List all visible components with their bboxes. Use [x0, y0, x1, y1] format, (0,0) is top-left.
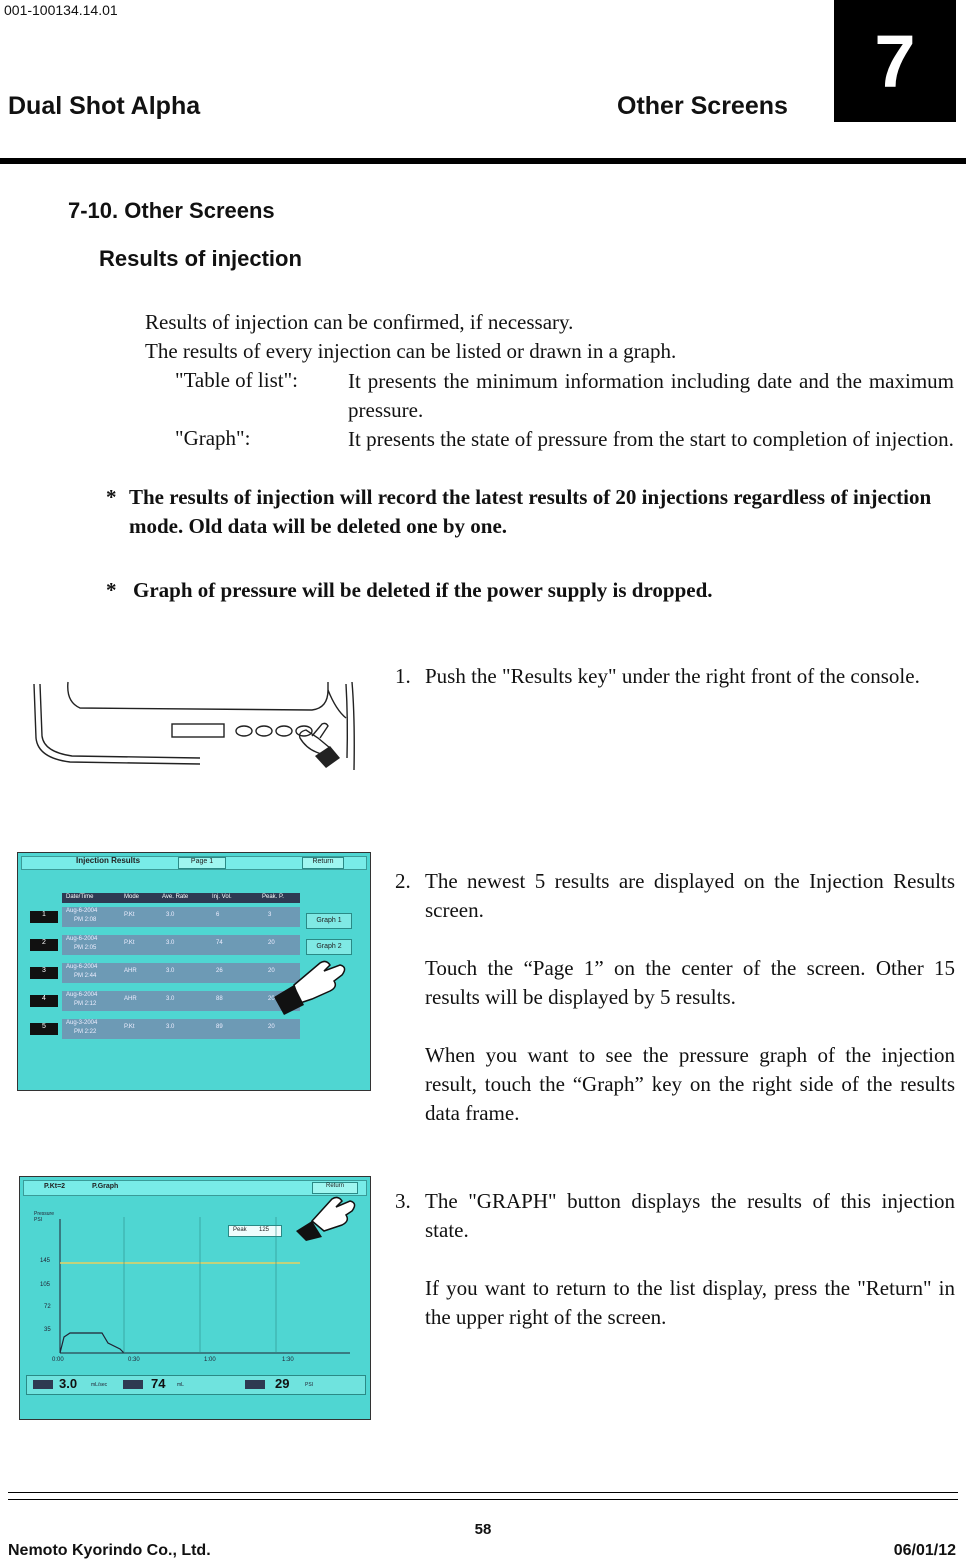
intro-line-1: Results of injection can be confirmed, if necessary.	[145, 310, 574, 334]
header-divider	[0, 158, 966, 164]
cell-mode: P.Kt	[124, 940, 135, 946]
cell-peak: 20	[268, 968, 275, 974]
cell-date: Aug-6-2004	[66, 992, 98, 998]
column-header: Ave. Rate	[162, 894, 189, 900]
step-number: 3.	[395, 1189, 411, 1213]
volume-value: 74	[151, 1376, 166, 1391]
cell-date: Aug-6-2004	[66, 908, 98, 914]
cell-peak: 20	[268, 1024, 275, 1030]
column-header: Peak. P.	[262, 894, 284, 900]
cell-date: Aug-6-2004	[66, 964, 98, 970]
volume-icon	[123, 1380, 143, 1389]
step-paragraph: The newest 5 results are displayed on the Injection Results screen.	[425, 869, 955, 922]
rate-unit: mL/sec	[91, 1382, 108, 1388]
definition-description: It presents the minimum information including date and the maximum pressure.	[348, 369, 954, 422]
document-date: 06/01/12	[893, 1542, 956, 1559]
step-1	[395, 662, 955, 691]
cell-rate: 3.0	[166, 940, 175, 946]
x-tick-label: 0:30	[128, 1357, 140, 1363]
graph-title: P.Graph	[92, 1183, 119, 1190]
step-number: 2.	[395, 869, 411, 893]
table-row[interactable]	[62, 1019, 300, 1039]
chapter-number-badge	[834, 0, 956, 122]
step-paragraph: Touch the “Page 1” on the center of the screen. Other 15 results will be displayed by 5 results.	[425, 956, 955, 1009]
volume-unit: mL	[177, 1382, 184, 1388]
graph-2-button[interactable]: Graph 2	[306, 939, 352, 955]
graph-mode-label: P.Kt=2	[44, 1183, 66, 1190]
note-star: *	[106, 485, 117, 509]
cell-rate: 3.0	[166, 968, 175, 974]
cell-peak: 3	[268, 912, 272, 918]
chapter-title: Other Screens	[617, 92, 788, 120]
peak-value: 125	[259, 1227, 270, 1233]
return-button[interactable]: Return	[302, 857, 344, 869]
page-number: 58	[474, 1521, 492, 1538]
cell-time: PM 2:05	[74, 945, 97, 951]
pointing-hand-icon	[288, 1187, 368, 1241]
rate-value: 3.0	[59, 1376, 78, 1391]
footer-divider	[8, 1499, 958, 1500]
cell-volume: 26	[216, 968, 223, 974]
return-button[interactable]: Return	[312, 1182, 358, 1194]
bottom-status-bar	[26, 1375, 366, 1395]
rate-icon	[33, 1380, 53, 1389]
chapter-number: 7	[874, 19, 916, 103]
cell-rate: 3.0	[166, 1024, 175, 1030]
step-paragraph: Push the "Results key" under the right front of the console.	[425, 664, 920, 688]
step-3	[395, 1187, 955, 1332]
table-header	[62, 893, 300, 903]
column-header: Inj. Vol.	[212, 894, 232, 900]
pressure-icon	[245, 1380, 265, 1389]
product-name: Dual Shot Alpha	[8, 92, 201, 120]
cell-rate: 3.0	[166, 912, 175, 918]
x-tick-label: 1:30	[282, 1357, 294, 1363]
column-header: Mode	[124, 894, 140, 900]
y-tick-label: 72	[44, 1304, 51, 1310]
row-number[interactable]: 3	[30, 967, 58, 979]
cell-time: PM 2:44	[74, 973, 97, 979]
company-name: Nemoto Kyorindo Co., Ltd.	[8, 1542, 211, 1559]
console-illustration	[30, 678, 360, 773]
cell-date: Aug-3-2004	[66, 1020, 98, 1026]
x-tick-label: 0:00	[52, 1357, 64, 1363]
step-paragraph: The "GRAPH" button displays the results of this injection state.	[425, 1189, 955, 1242]
x-tick-label: 1:00	[204, 1357, 216, 1363]
pointing-hand-icon	[264, 945, 354, 1015]
cell-mode: AHR	[124, 996, 137, 1002]
row-number[interactable]: 4	[30, 995, 58, 1007]
section-title: 7-10. Other Screens	[68, 198, 275, 223]
subsection-title: Results of injection	[99, 246, 302, 271]
injection-results-screenshot	[17, 852, 371, 1091]
document-id: 001-100134.14.01	[4, 2, 118, 18]
cell-rate: 3.0	[166, 996, 175, 1002]
y-tick-label: 105	[40, 1282, 51, 1288]
row-number[interactable]: 5	[30, 1023, 58, 1035]
cell-date: Aug-6-2004	[66, 936, 98, 942]
cell-mode: P.Kt	[124, 912, 135, 918]
note-star: *	[106, 578, 117, 602]
note-text: The results of injection will record the latest results of 20 injections regardless of injection mode. Old data will be deleted one by one.	[129, 485, 932, 538]
definition-term: "Table of list":	[175, 368, 298, 392]
graph-1-button[interactable]: Graph 1	[306, 913, 352, 929]
table-row[interactable]	[62, 907, 300, 927]
cell-volume: 74	[216, 940, 223, 946]
pressure-unit: PSI	[305, 1382, 314, 1388]
step-paragraph: When you want to see the pressure graph of the injection result, touch the “Graph” key on the right side of the results data frame.	[425, 1043, 955, 1125]
definition-term: "Graph":	[175, 426, 251, 450]
cell-mode: P.Kt	[124, 1024, 135, 1030]
pressure-value: 29	[275, 1376, 290, 1391]
step-2	[395, 867, 955, 1128]
cell-time: PM 2:08	[74, 917, 97, 923]
step-number: 1.	[395, 664, 411, 688]
definition-description: It presents the state of pressure from the start to completion of injection.	[348, 427, 954, 451]
y-tick-label: 145	[40, 1258, 51, 1264]
cell-peak: 20	[268, 940, 275, 946]
pressure-graph-screenshot	[19, 1176, 371, 1420]
cell-time: PM 2:22	[74, 1029, 97, 1035]
cell-mode: AHR	[124, 968, 137, 974]
cell-peak: 20	[268, 996, 275, 1002]
axis-label: Pressure PSI	[34, 1211, 55, 1223]
screen-title: Injection Results	[76, 856, 141, 865]
cell-time: PM 2:12	[74, 1001, 97, 1007]
column-header: Date/Time	[66, 894, 94, 900]
cell-volume: 88	[216, 996, 223, 1002]
step-paragraph: If you want to return to the list display, press the "Return" in the upper right of the screen.	[425, 1276, 955, 1329]
note-text: Graph of pressure will be deleted if the power supply is dropped.	[133, 578, 713, 602]
y-tick-label: 35	[44, 1327, 51, 1333]
cell-volume: 89	[216, 1024, 223, 1030]
intro-line-2: The results of every injection can be listed or drawn in a graph.	[145, 339, 677, 363]
row-number[interactable]: 2	[30, 939, 58, 951]
row-number[interactable]: 1	[30, 911, 58, 923]
cell-volume: 6	[216, 912, 220, 918]
page-1-button[interactable]: Page 1	[178, 857, 226, 869]
peak-label: Peak	[233, 1227, 247, 1233]
footer-divider	[8, 1492, 958, 1493]
